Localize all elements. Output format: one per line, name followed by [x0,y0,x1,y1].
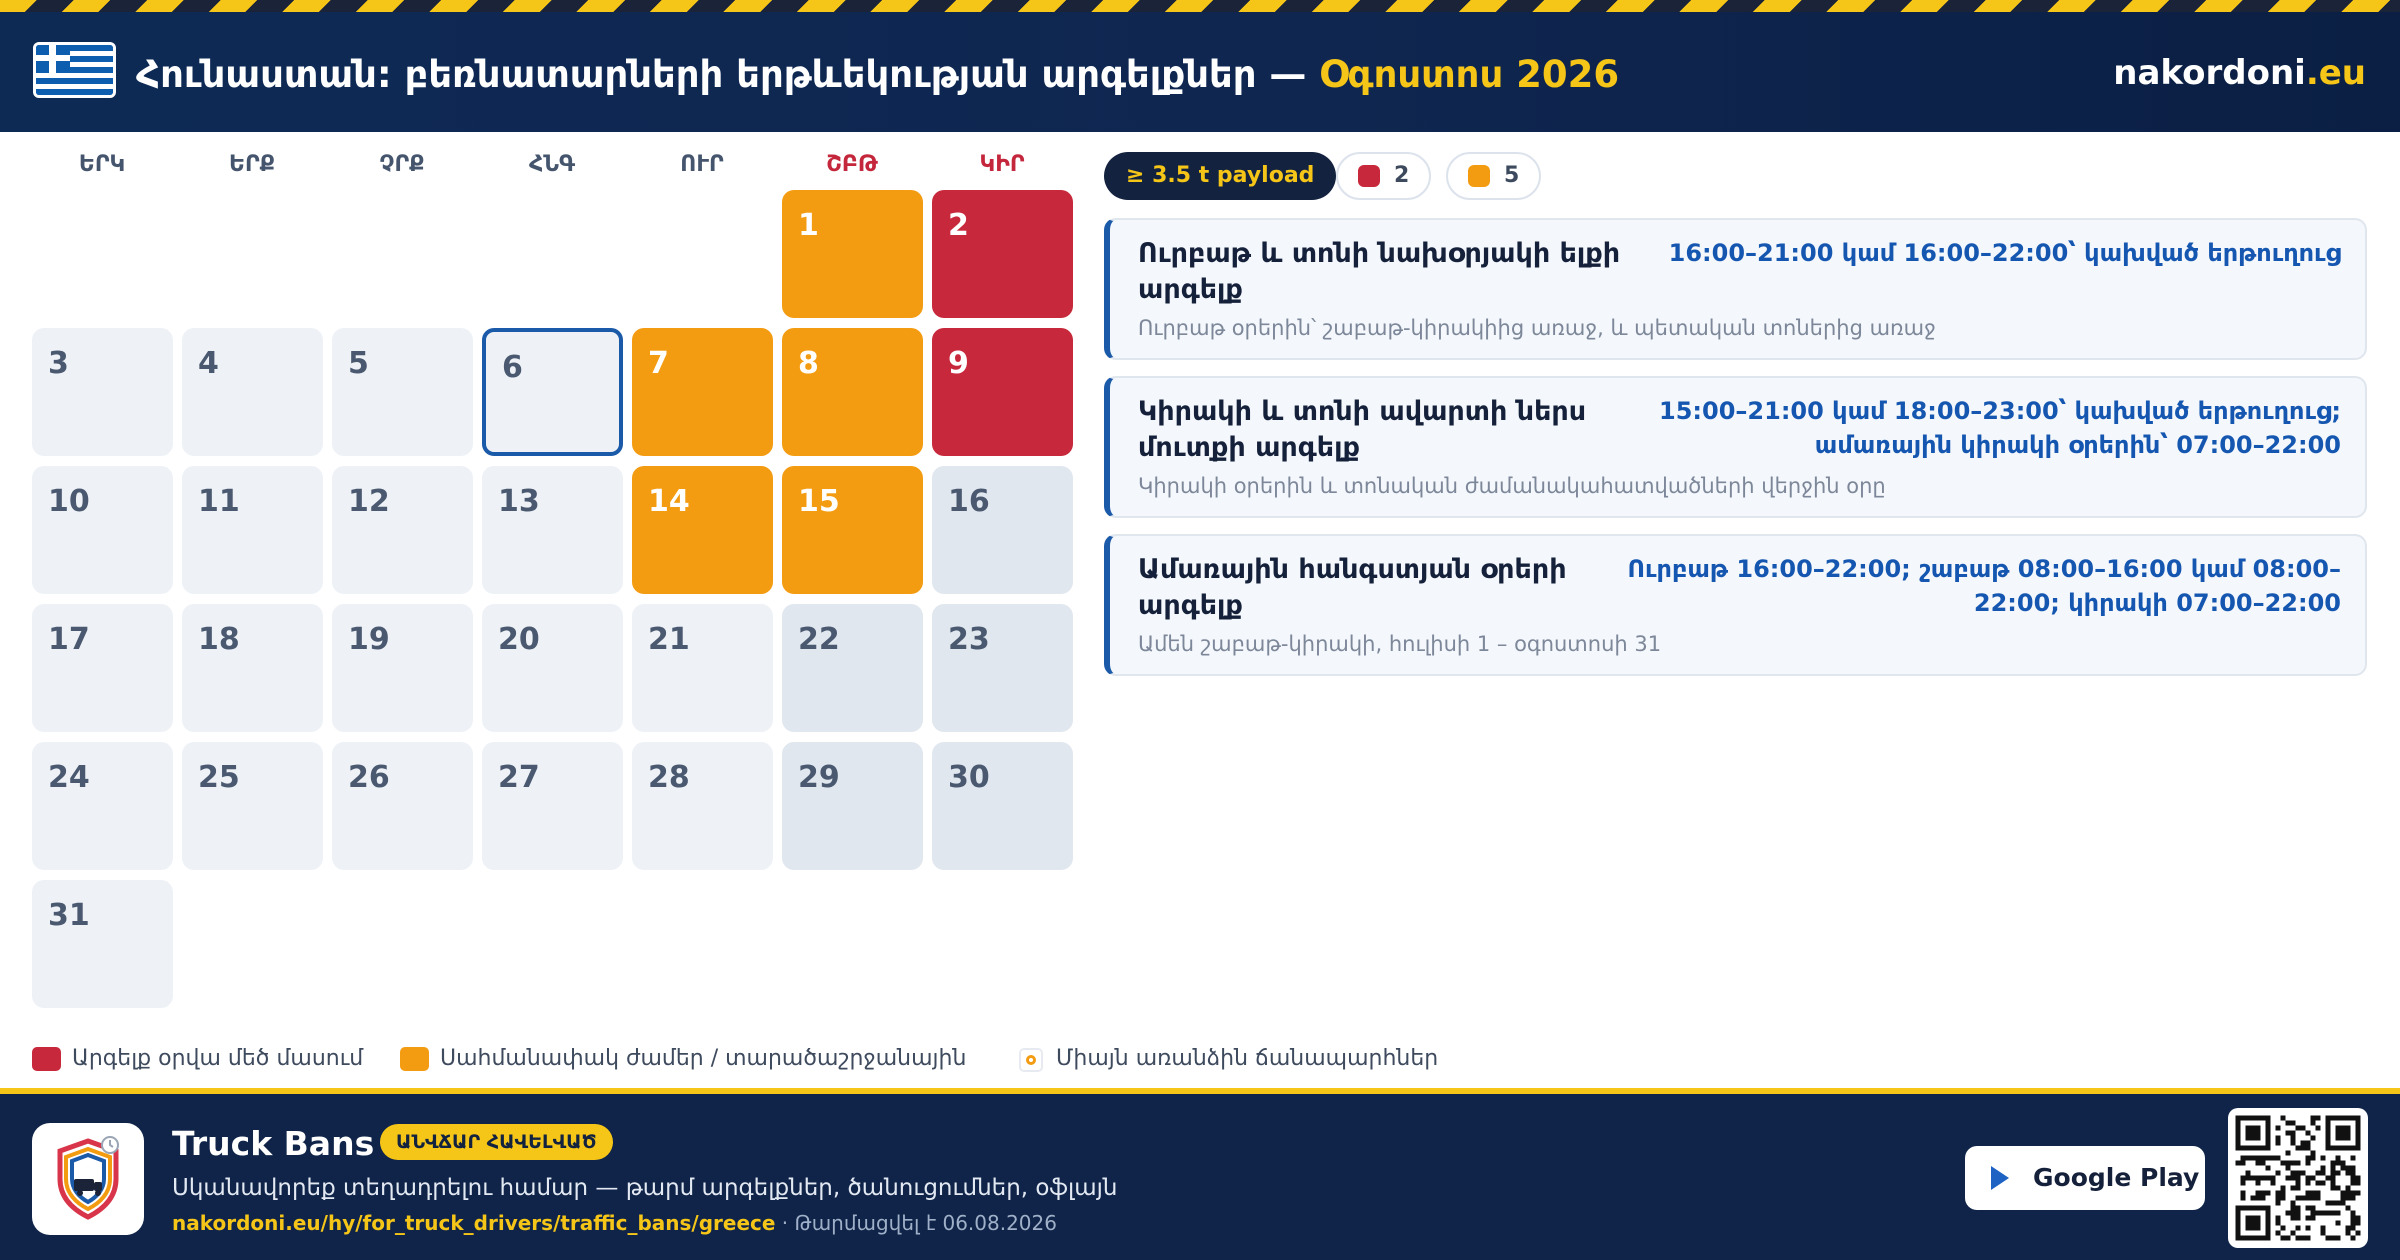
legend-roads-only [1016,1044,1438,1074]
weekday-label: ՀՆԳ [528,152,576,177]
app-name: Truck Bans [172,1124,375,1163]
legend-roads-only-label: Միայն առանձին ճանապարհներ [1056,1046,1439,1071]
ban-title: Ուրբաթ և տոնի նախօրյակի ելքի արգելք [1138,238,1621,305]
calendar-day[interactable] [932,604,1073,732]
day-number: 6 [502,350,523,385]
day-number: 15 [798,484,840,519]
calendar-day[interactable] [782,328,923,456]
ban-description: Ուրբաթ օրերին՝ շաբաթ-կիրակիից առաջ, և պետական տոներից առաջ [1138,316,1936,340]
weekday-label: ՈՒՐ [680,152,724,177]
calendar-day[interactable] [932,190,1073,318]
legend-limited [400,1044,966,1074]
day-number: 16 [948,484,990,519]
day-number: 18 [198,622,240,657]
brand-link[interactable] [2113,48,2366,98]
title-main: Հունաստան: բեռնատարների երթևեկության արգելքներ — [136,53,1307,96]
ban-title: Կիրակի և տոնի ավարտի ներս մուտքի արգելք [1138,396,1587,463]
brand-name: nakordoni [2113,53,2306,93]
free-app-badge: ԱՆՎՃԱՐ ՀԱՎԵԼՎԱԾ [380,1124,613,1160]
day-number: 23 [948,622,990,657]
day-number: 28 [648,760,690,795]
ring-marker-icon [1019,1048,1043,1072]
app-subtitle: Սկանավորեք տեղադրելու համար — թարմ արգելքներ, ծանուցումներ, օֆլայն [172,1175,1118,1201]
orange-dot-icon [1468,165,1490,187]
day-number: 31 [48,898,90,933]
calendar-day[interactable] [632,742,773,870]
greece-flag-icon [33,42,116,98]
day-number: 12 [348,484,390,519]
qr-code-icon [2228,1108,2368,1248]
footer-bar [0,1094,2400,1260]
calendar-day[interactable] [782,190,923,318]
calendar-day[interactable] [182,466,323,594]
weekday-label: ՇԲԹ [826,152,878,177]
ban-description: Ամեն շաբաթ-կիրակի, հուլիսի 1 – օգոստոսի 31 [1138,632,1662,656]
calendar-day[interactable] [782,604,923,732]
calendar-day[interactable] [782,466,923,594]
day-number: 26 [348,760,390,795]
weekday-label: ԿԻՐ [979,152,1025,177]
day-number: 25 [198,760,240,795]
legend-limited-label: Սահմանափակ ժամեր / տարածաշրջանային [440,1046,967,1071]
calendar-day[interactable] [632,604,773,732]
calendar-day[interactable] [632,466,773,594]
truck-shield-icon[interactable] [32,1123,144,1235]
calendar-day[interactable] [482,328,623,456]
day-number: 30 [948,760,990,795]
day-number: 19 [348,622,390,657]
day-number: 29 [798,760,840,795]
day-number: 27 [498,760,540,795]
day-number: 24 [48,760,90,795]
calendar-day[interactable] [332,466,473,594]
header-bar [0,12,2400,132]
calendar-day[interactable] [932,328,1073,456]
google-play-label: Google Play [2033,1163,2200,1192]
orange-count-chip[interactable] [1446,152,1541,200]
page-title [136,45,1619,105]
calendar-day[interactable] [32,880,173,1008]
calendar-day[interactable] [632,328,773,456]
day-number: 10 [48,484,90,519]
day-number: 5 [348,346,369,381]
calendar-day[interactable] [32,328,173,456]
day-number: 9 [948,346,969,381]
ban-time: Ուրբաթ 16:00–22:00; շաբաթ 08:00–16:00 կամ 08:00–22:00; կիրակի 07:00–22:00 [1627,555,2341,617]
calendar-day[interactable] [332,742,473,870]
calendar-day[interactable] [332,328,473,456]
calendar-day[interactable] [332,604,473,732]
day-number: 21 [648,622,690,657]
ban-time: 16:00–21:00 կամ 16:00–22:00՝ կախված երթուղուց [1668,239,2341,267]
day-number: 8 [798,346,819,381]
red-count: 2 [1394,163,1410,188]
day-number: 7 [648,346,669,381]
orange-count: 5 [1504,163,1520,188]
day-number: 13 [498,484,540,519]
google-play-button[interactable] [1965,1146,2205,1210]
day-number: 2 [948,208,969,243]
hazard-stripe [0,0,2400,12]
title-month: Օգոստոս 2026 [1319,53,1620,96]
red-swatch-icon [32,1047,61,1071]
calendar-day[interactable] [182,742,323,870]
brand-tld: .eu [2305,53,2366,93]
calendar-day[interactable] [32,604,173,732]
ban-time: 15:00–21:00 կամ 18:00–23:00՝ կախված երթուղուց; ամառային կիրակի օրերին՝ 07:00–22:00 [1659,397,2341,459]
calendar-day[interactable] [932,742,1073,870]
app-link-row [172,1208,1057,1238]
ban-description: Կիրակի օրերին և տոնական ժամանակահատվածների վերջին օրը [1138,474,1886,498]
legend-full-day-label: Արգելք օրվա մեծ մասում [72,1046,364,1071]
payload-filter-chip[interactable]: ≥ 3.5 t payload [1104,152,1336,200]
calendar-day[interactable] [32,466,173,594]
play-store-icon [1991,1166,2009,1190]
updated-date: · Թարմացվել է 06.08.2026 [781,1211,1057,1235]
day-number: 3 [48,346,69,381]
day-number: 1 [798,208,819,243]
day-number: 22 [798,622,840,657]
weekday-label: ՉՐՔ [379,152,425,177]
legend-full-day [32,1044,363,1074]
ban-card[interactable] [1104,534,2367,676]
calendar-day[interactable] [182,328,323,456]
red-dot-icon [1358,165,1380,187]
ban-title: Ամառային հանգստյան օրերի արգելք [1138,554,1567,621]
calendar-day[interactable] [932,466,1073,594]
calendar-day[interactable] [482,742,623,870]
orange-swatch-icon [400,1047,429,1071]
weekday-label: ԵՐՔ [228,152,276,177]
weekday-label: ԵՐԿ [78,152,126,177]
day-number: 20 [498,622,540,657]
day-number: 4 [198,346,219,381]
ban-card[interactable] [1104,376,2367,518]
calendar-day[interactable] [32,742,173,870]
day-number: 11 [198,484,240,519]
calendar-day[interactable] [482,466,623,594]
ban-card[interactable] [1104,218,2367,360]
calendar-day[interactable] [182,604,323,732]
day-number: 17 [48,622,90,657]
day-number: 14 [648,484,690,519]
app-url-link[interactable]: nakordoni.eu/hy/for_truck_drivers/traffic_bans/greece [172,1211,776,1235]
red-count-chip[interactable] [1336,152,1431,200]
calendar-day[interactable] [482,604,623,732]
calendar-day[interactable] [782,742,923,870]
